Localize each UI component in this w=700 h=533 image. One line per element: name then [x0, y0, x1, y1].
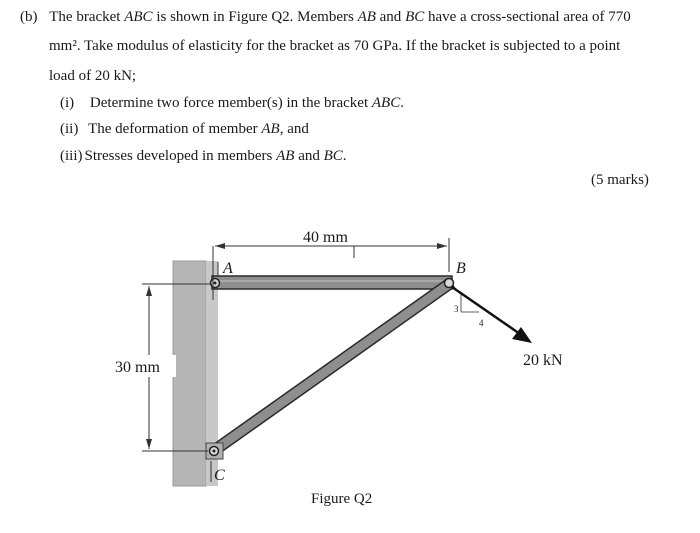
- member-ab: [212, 276, 452, 289]
- dim-h-arrow-right: [437, 243, 447, 249]
- part-i-number: (i): [60, 95, 75, 111]
- member-bc: [210, 279, 454, 455]
- label-b: B: [456, 260, 466, 277]
- dim-horizontal-label: 40 mm: [303, 229, 348, 246]
- label-a: A: [223, 260, 233, 277]
- part-iii-mid: and: [294, 148, 324, 164]
- dim-h-arrow-left: [215, 243, 225, 249]
- intro-text-mid: is shown in Figure Q2. Members: [152, 9, 358, 25]
- bracket-name: ABC: [124, 9, 153, 25]
- part-iii-number: (iii): [60, 148, 83, 164]
- member-ab-name: AB: [357, 9, 376, 25]
- part-iii-em1: AB: [276, 148, 295, 164]
- member-bc-name: BC: [405, 9, 425, 25]
- dim-v-arrow-top: [146, 286, 152, 296]
- question-line-3: load of 20 kN;: [49, 68, 137, 84]
- question-label: (b): [20, 9, 38, 25]
- part-ii-number: (ii): [60, 121, 79, 137]
- figure-caption: Figure Q2: [311, 491, 373, 507]
- pin-b-icon: [445, 279, 454, 288]
- dim-vertical-label: 30 mm: [115, 359, 160, 376]
- load-label: 20 kN: [523, 352, 563, 369]
- label-c: C: [214, 467, 225, 484]
- part-i-end: .: [400, 95, 404, 111]
- pin-a-center: [214, 282, 217, 285]
- part-ii-text: The deformation of member: [88, 121, 262, 137]
- part-i-text: Determine two force member(s) in the bracket: [89, 95, 372, 111]
- wall-support: [173, 261, 206, 486]
- part-iii-em2: BC: [323, 148, 343, 164]
- slope-rise: 3: [454, 304, 459, 314]
- intro-text-and: and: [375, 9, 406, 25]
- part-ii-em: AB: [261, 121, 280, 137]
- intro-text: The bracket: [49, 9, 125, 25]
- part-iii-end: .: [342, 148, 347, 164]
- part-ii-end: , and: [279, 121, 309, 137]
- marks: (5 marks): [591, 172, 649, 188]
- question-line-2: mm². Take modulus of elasticity for the bracket as 70 GPa. If the bracket is subjected to a point: [49, 38, 621, 54]
- load-arrow-shaft: [452, 287, 520, 334]
- dim-v-arrow-bottom: [146, 439, 152, 449]
- part-iii-text: Stresses developed in members: [84, 148, 277, 164]
- slope-run: 4: [479, 318, 484, 328]
- part-i-em: ABC: [371, 95, 401, 111]
- pin-c-center: [213, 450, 216, 453]
- intro-text-post: have a cross-sectional area of 770: [424, 9, 631, 25]
